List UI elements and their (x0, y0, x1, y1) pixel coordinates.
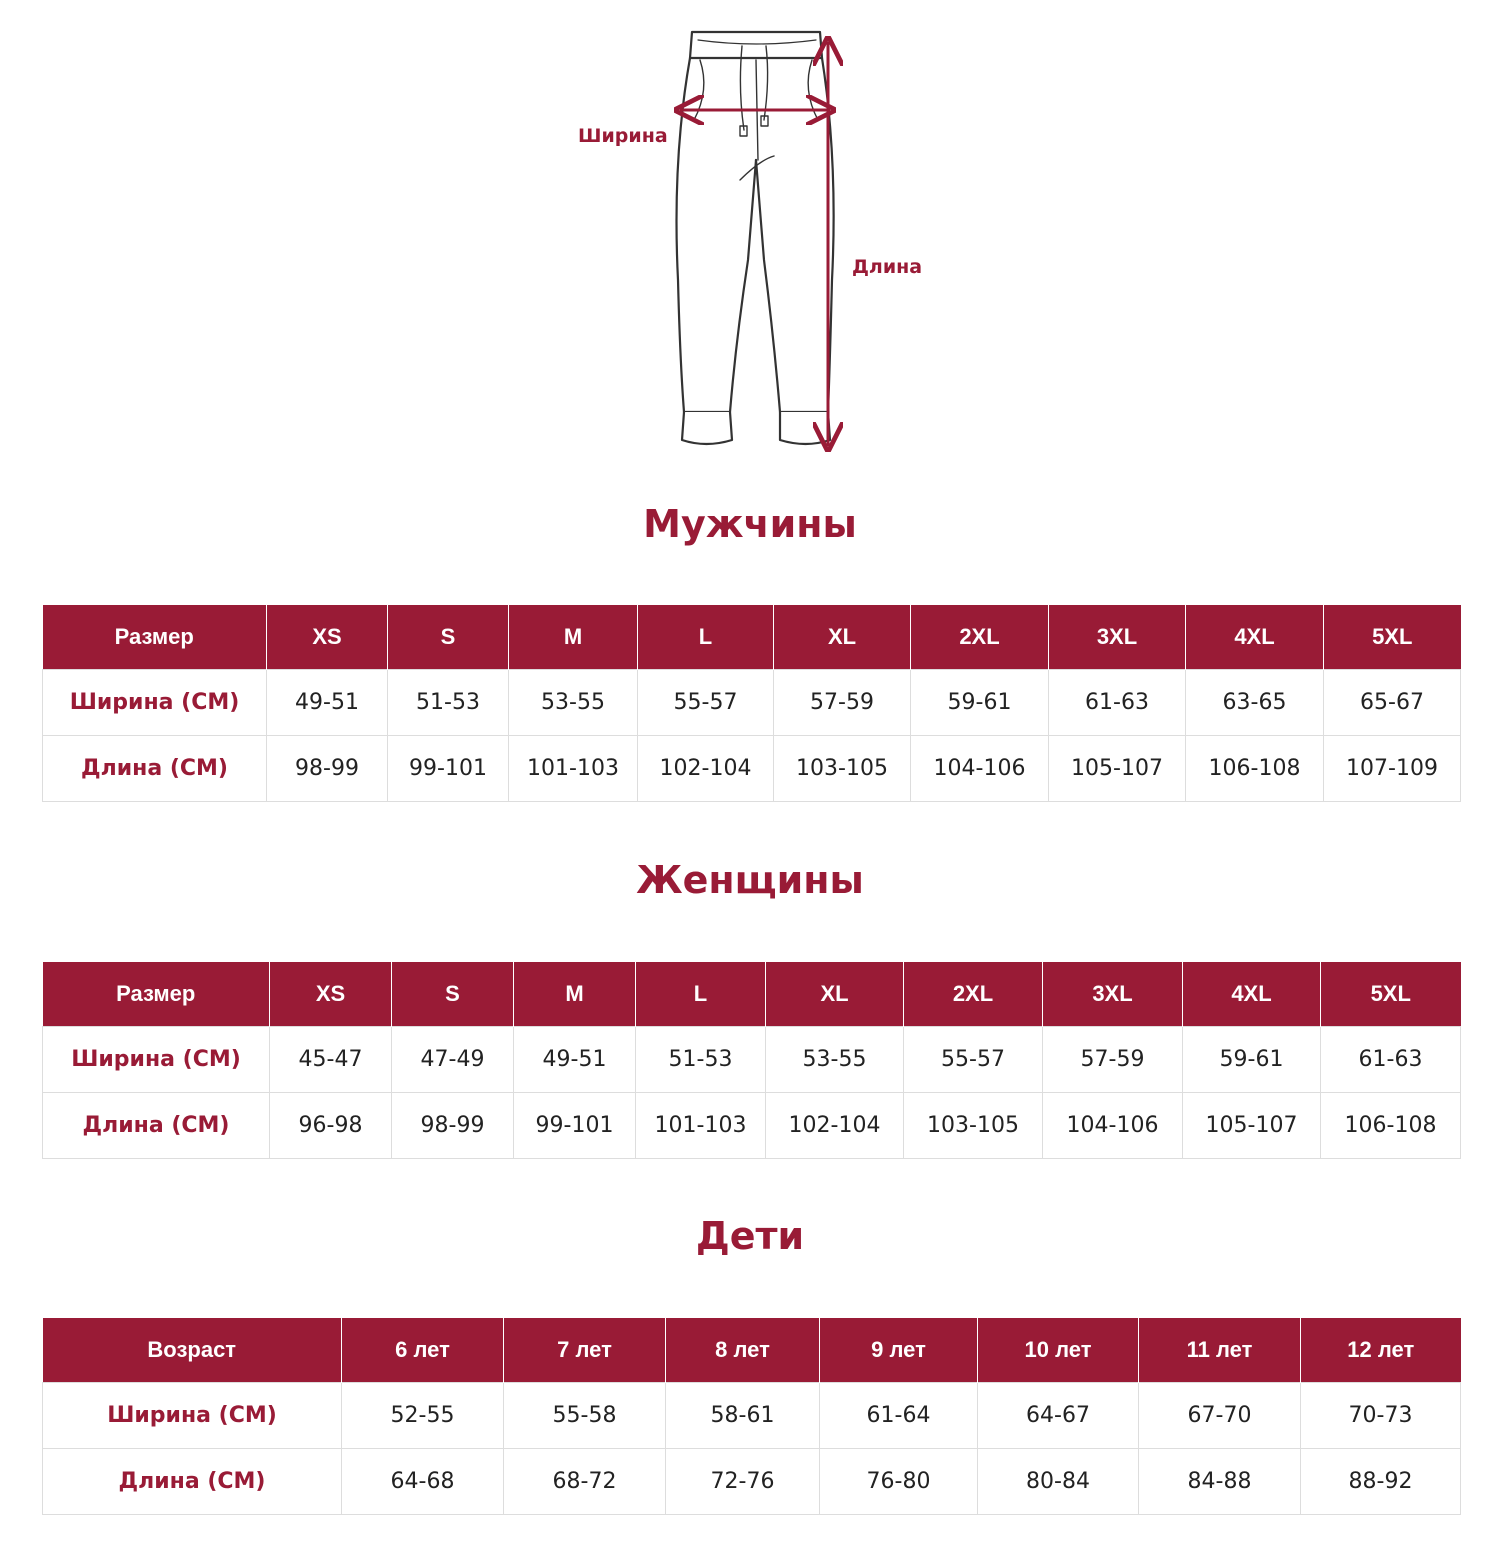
table-cell: 55-57 (638, 670, 774, 736)
header-cell: S (388, 605, 509, 670)
header-cell: XL (766, 962, 904, 1027)
table-cell: 101-103 (636, 1093, 766, 1159)
table-cell: 59-61 (911, 670, 1049, 736)
table-cell: 57-59 (774, 670, 911, 736)
header-cell: L (638, 605, 774, 670)
table-cell: 105-107 (1049, 736, 1186, 802)
table-cell: 53-55 (766, 1027, 904, 1093)
header-cell: 2XL (904, 962, 1043, 1027)
table-cell: 61-64 (820, 1383, 978, 1449)
table-cell: 101-103 (509, 736, 638, 802)
table-cell: 59-61 (1183, 1027, 1321, 1093)
header-cell: 3XL (1049, 605, 1186, 670)
header-cell: XL (774, 605, 911, 670)
header-cell: 11 лет (1139, 1318, 1301, 1383)
table-cell: 96-98 (270, 1093, 392, 1159)
table-cell: 53-55 (509, 670, 638, 736)
row-label: Длина (СМ) (43, 736, 267, 802)
table-cell: 103-105 (774, 736, 911, 802)
table-cell: 105-107 (1183, 1093, 1321, 1159)
table-cell: 107-109 (1324, 736, 1461, 802)
table-cell: 61-63 (1321, 1027, 1461, 1093)
table-cell: 98-99 (392, 1093, 514, 1159)
table-cell: 61-63 (1049, 670, 1186, 736)
header-cell-age: Возраст (43, 1318, 342, 1383)
row-label: Длина (СМ) (43, 1093, 270, 1159)
table-cell: 80-84 (978, 1449, 1139, 1515)
table-cell: 99-101 (514, 1093, 636, 1159)
table-row-length (43, 1449, 1461, 1515)
table-cell: 103-105 (904, 1093, 1043, 1159)
pants-diagram (560, 20, 960, 460)
table-cell: 106-108 (1186, 736, 1324, 802)
row-label: Ширина (СМ) (43, 1383, 342, 1449)
table-cell: 104-106 (1043, 1093, 1183, 1159)
table-cell: 84-88 (1139, 1449, 1301, 1515)
header-cell: 10 лет (978, 1318, 1139, 1383)
table-cell: 99-101 (388, 736, 509, 802)
header-cell: M (509, 605, 638, 670)
kids-header-row (43, 1318, 1461, 1383)
table-cell: 49-51 (267, 670, 388, 736)
table-cell: 102-104 (638, 736, 774, 802)
table-cell: 58-61 (666, 1383, 820, 1449)
width-label: Ширина (578, 125, 668, 147)
women-header-row (43, 962, 1461, 1027)
header-cell-size: Размер (43, 605, 267, 670)
header-cell: XS (270, 962, 392, 1027)
table-cell: 76-80 (820, 1449, 978, 1515)
row-label: Ширина (СМ) (43, 670, 267, 736)
women-size-table (42, 962, 1461, 1159)
header-cell: 2XL (911, 605, 1049, 670)
table-cell: 47-49 (392, 1027, 514, 1093)
table-row-length (43, 736, 1461, 802)
table-cell: 102-104 (766, 1093, 904, 1159)
table-cell: 63-65 (1186, 670, 1324, 736)
table-row-width (43, 1383, 1461, 1449)
table-cell: 67-70 (1139, 1383, 1301, 1449)
header-cell: S (392, 962, 514, 1027)
row-label: Ширина (СМ) (43, 1027, 270, 1093)
header-cell: 3XL (1043, 962, 1183, 1027)
table-cell: 55-57 (904, 1027, 1043, 1093)
women-section-title: Женщины (636, 858, 864, 902)
table-cell: 51-53 (636, 1027, 766, 1093)
men-size-table (42, 605, 1461, 802)
men-section-title: Мужчины (643, 502, 857, 546)
header-cell: 9 лет (820, 1318, 978, 1383)
row-label: Длина (СМ) (43, 1449, 342, 1515)
table-cell: 98-99 (267, 736, 388, 802)
kids-size-table (42, 1318, 1461, 1515)
header-cell: 4XL (1186, 605, 1324, 670)
header-cell: 12 лет (1301, 1318, 1461, 1383)
table-cell: 49-51 (514, 1027, 636, 1093)
table-cell: 65-67 (1324, 670, 1461, 736)
table-cell: 52-55 (342, 1383, 504, 1449)
table-cell: 106-108 (1321, 1093, 1461, 1159)
header-cell: 7 лет (504, 1318, 666, 1383)
kids-section-title: Дети (695, 1214, 805, 1258)
header-cell-size: Размер (43, 962, 270, 1027)
header-cell: 5XL (1324, 605, 1461, 670)
table-row-length (43, 1093, 1461, 1159)
header-cell: 5XL (1321, 962, 1461, 1027)
pants-illustration (560, 20, 960, 460)
table-cell: 51-53 (388, 670, 509, 736)
header-cell: 6 лет (342, 1318, 504, 1383)
table-cell: 68-72 (504, 1449, 666, 1515)
table-cell: 64-67 (978, 1383, 1139, 1449)
table-cell: 70-73 (1301, 1383, 1461, 1449)
header-cell: XS (267, 605, 388, 670)
table-row-width (43, 670, 1461, 736)
table-cell: 45-47 (270, 1027, 392, 1093)
header-cell: 4XL (1183, 962, 1321, 1027)
table-cell: 88-92 (1301, 1449, 1461, 1515)
table-cell: 104-106 (911, 736, 1049, 802)
table-cell: 55-58 (504, 1383, 666, 1449)
table-cell: 64-68 (342, 1449, 504, 1515)
table-row-width (43, 1027, 1461, 1093)
men-header-row (43, 605, 1461, 670)
header-cell: M (514, 962, 636, 1027)
table-cell: 72-76 (666, 1449, 820, 1515)
header-cell: L (636, 962, 766, 1027)
length-label: Длина (852, 256, 923, 278)
table-cell: 57-59 (1043, 1027, 1183, 1093)
header-cell: 8 лет (666, 1318, 820, 1383)
